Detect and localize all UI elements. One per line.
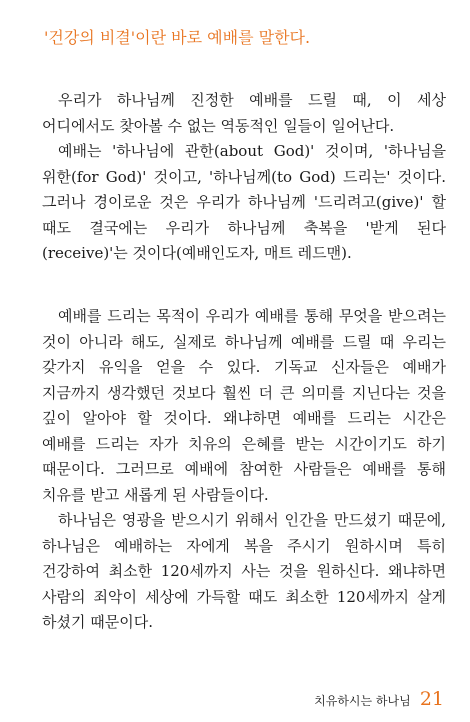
paragraph-3: 예배를 드리는 목적이 우리가 예배를 통해 무엇을 받으려는 것이 아니라 해도, 실제로 하나님께 예배를 드릴 때 우리는 갖가지 유익을 얻을 수 있다. 기독교 신자들은 예배가 지금까지 생각했던 것보다 훨씬 더 큰 의미를 지닌다는 것을 깊이 알아야 할 것이다. 왜냐하면 예배를 드리는 시간은 예배를 드리는 자가 치유의 은혜를 받는 시간이기도 하기 때문이다. 그러므로 예배에 참여한 사람들은 예배를 통해 치유를 받고 새롭게 된 사람들이다. [42,307,446,504]
paragraph-group-1 [42,88,446,267]
page-footer [314,688,444,710]
running-title: 치유하시는 하나님 [314,694,411,708]
paragraph-2: 예배는 '하나님에 관한(about God)' 것이며, '하나님을 위한(for God)' 것이고, '하나님께(to God) 드리는' 것이다. 그러나 경이로운 것은 우리가 하나님께 '드리려고(give)' 할 때도 결국에는 우리가 하나님께 축복을 '받게 된다(receive)'는 것이다(예배인도자, 매트 레드맨). [42,142,446,262]
paragraph-4: 하나님은 영광을 받으시기 위해서 인간을 만드셨기 때문에, 하나님은 예배하는 자에게 복을 주시기 원하시며 특히 건강하여 최소한 120세까지 사는 것을 원하신다. 왜냐하면 사람의 죄악이 세상에 가득할 때도 최소한 120세까지 살게 하셨기 때문이다. [42,511,446,631]
page-heading: '건강의 비결'이란 바로 예배를 말한다. [44,28,311,47]
paragraph-1: 우리가 하나님께 진정한 예배를 드릴 때, 이 세상 어디에서도 찾아볼 수 없는 역동적인 일들이 일어난다. [42,91,446,135]
page-number: 21 [419,688,444,710]
paragraph-group-2 [42,304,446,636]
